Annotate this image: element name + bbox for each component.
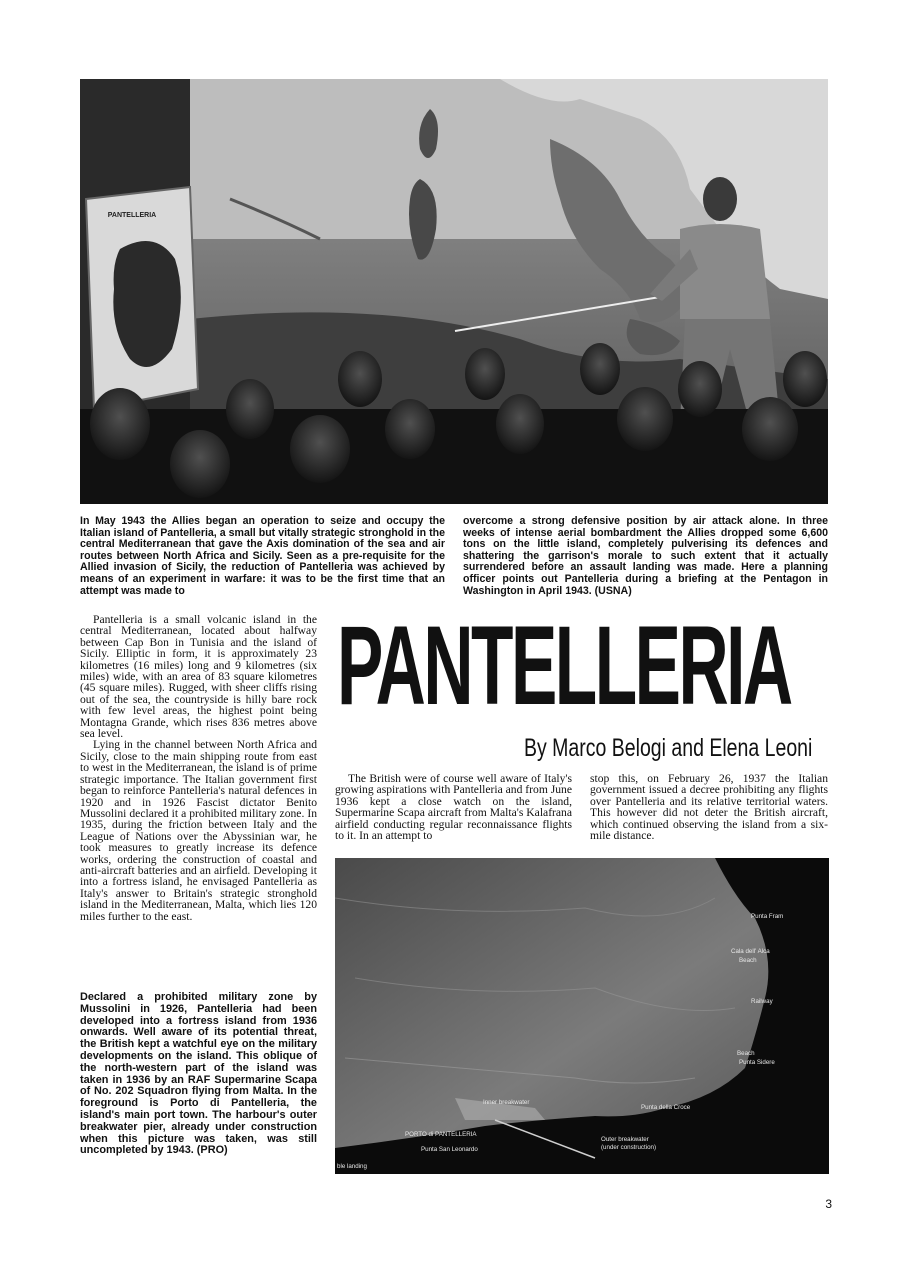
page-number: 3 — [825, 1197, 832, 1211]
article-column-3: stop this, on February 26, 1937 the Italian government issued a decree prohibiting any flights over Pantelleria and its relative territorial waters. This however did not deter the British aircraft, which continued observing the island from a six-mile distance. — [590, 772, 828, 843]
top-caption-right: overcome a strong defensive position by air attack alone. In three weeks of intense aerial bombardment the Allies dropped some 6,600 tons on the little island, completely pulverising its defences and shattering the garrison's morale to such extent that it actually surrendered before an assault landing was made. Here a planning officer points out Pantelleria during a briefing at the Pentagon in Washington in April 1943. (USNA) — [463, 515, 828, 597]
top-photo — [80, 79, 828, 504]
label-inner-breakwater: Inner breakwater — [483, 1099, 530, 1106]
article-title: PANTELLERIA — [337, 603, 791, 728]
paragraph-2: Lying in the channel between North Africa and Sicily, close to the main shipping route from east to west in the Mediterranean, the island is of prime strategic importance. The Italian government first began to reinforce Pantelleria's natural defences in 1920 and in 1926 Fascist dictator Benito Mussolini declared it a prohibited military zone. In 1935, during the friction between Italy and the League of Nations over the Abyssinian war, he took measures to greatly increase its defence works, ordering the construction of coastal and anti-aircraft batteries and an airfield. Developing it into a fortress island, he envisaged Pantelleria as Italy's answer to Britain's strategic stronghold island in the Mediterranean, Malta, which lies 120 miles further to the east. — [80, 738, 317, 923]
label-beach-1: Beach — [739, 957, 757, 964]
label-railway: Railway — [751, 998, 773, 1005]
label-landing: ble landing — [337, 1163, 367, 1170]
article-column-1 — [80, 614, 317, 922]
article-column-2: The British were of course well aware of Italy's growing aspirations with Pantelleria and from June 1936 kept a close watch on the island, Supermarine Scapa aircraft from Malta's Kalafrana airfield conducting regular reconnaissance flights to it. In an attempt to — [335, 772, 572, 843]
label-punta-san-leonardo: Punta San Leonardo — [421, 1146, 478, 1153]
label-punta-sidere: Punta Sidere — [739, 1059, 775, 1066]
label-cala-dell-alca: Cala dell' Alca — [731, 948, 770, 955]
top-caption-left: In May 1943 the Allies began an operation to seize and occupy the Italian island of Pantelleria, a small but vitally strategic stronghold in the central Mediterranean that gave the Axis domination of the sea and air routes between North Africa and Sicily. Seen as a pre-requisite for the Allied invasion of Sicily, the reduction of Pantelleria was achieved by means of an experiment in warfare: it was to be the first time that an attempt was made to — [80, 515, 445, 597]
board-label: PANTELLERIA — [107, 212, 157, 219]
pantelleria-board — [86, 187, 198, 409]
label-punta-fram: Punta Fram — [751, 913, 784, 920]
byline: By Marco Belogi and Elena Leoni — [524, 734, 813, 762]
bottom-photo — [335, 858, 829, 1174]
bottom-caption: Declared a prohibited military zone by Mussolini in 1926, Pantelleria had been developed into a fortress island from 1936 onwards. Well aware of its potential threat, the British kept a watchful eye on the military developments on the island. This oblique of the north-western part of the island was taken in 1936 by an RAF Supermarine Scapa of No. 202 Squadron flying from Malta. In the foreground is Porto di Pantelleria, the island's main port town. The harbour's outer breakwater pier, already under construction when this picture was taken, was still uncompleted by 1943. (PRO) — [80, 991, 317, 1157]
label-under-construction: (under construction) — [601, 1144, 657, 1151]
label-outer-breakwater: Outer breakwater — [601, 1136, 649, 1143]
label-porto: PORTO di PANTELLERIA — [405, 1131, 477, 1138]
label-punta-della-croce: Punta della Croce — [641, 1104, 691, 1111]
label-beach-2: Beach — [737, 1050, 755, 1057]
paragraph-1: Pantelleria is a small volcanic island in the central Mediterranean, located about halfway between Cap Bon in Tunisia and the island of Sicily. Elliptic in form, it is approximately 23 kilometres (16 miles) long and 9 kilometres (six miles) wide, with an area of 83 square kilometres (45 square miles). Rugged, with sheer cliffs rising out of the sea, the countryside is hilly bare rock with few level areas, the highest point being Montagna Grande, which rises 836 metres above sea level. — [80, 613, 317, 741]
